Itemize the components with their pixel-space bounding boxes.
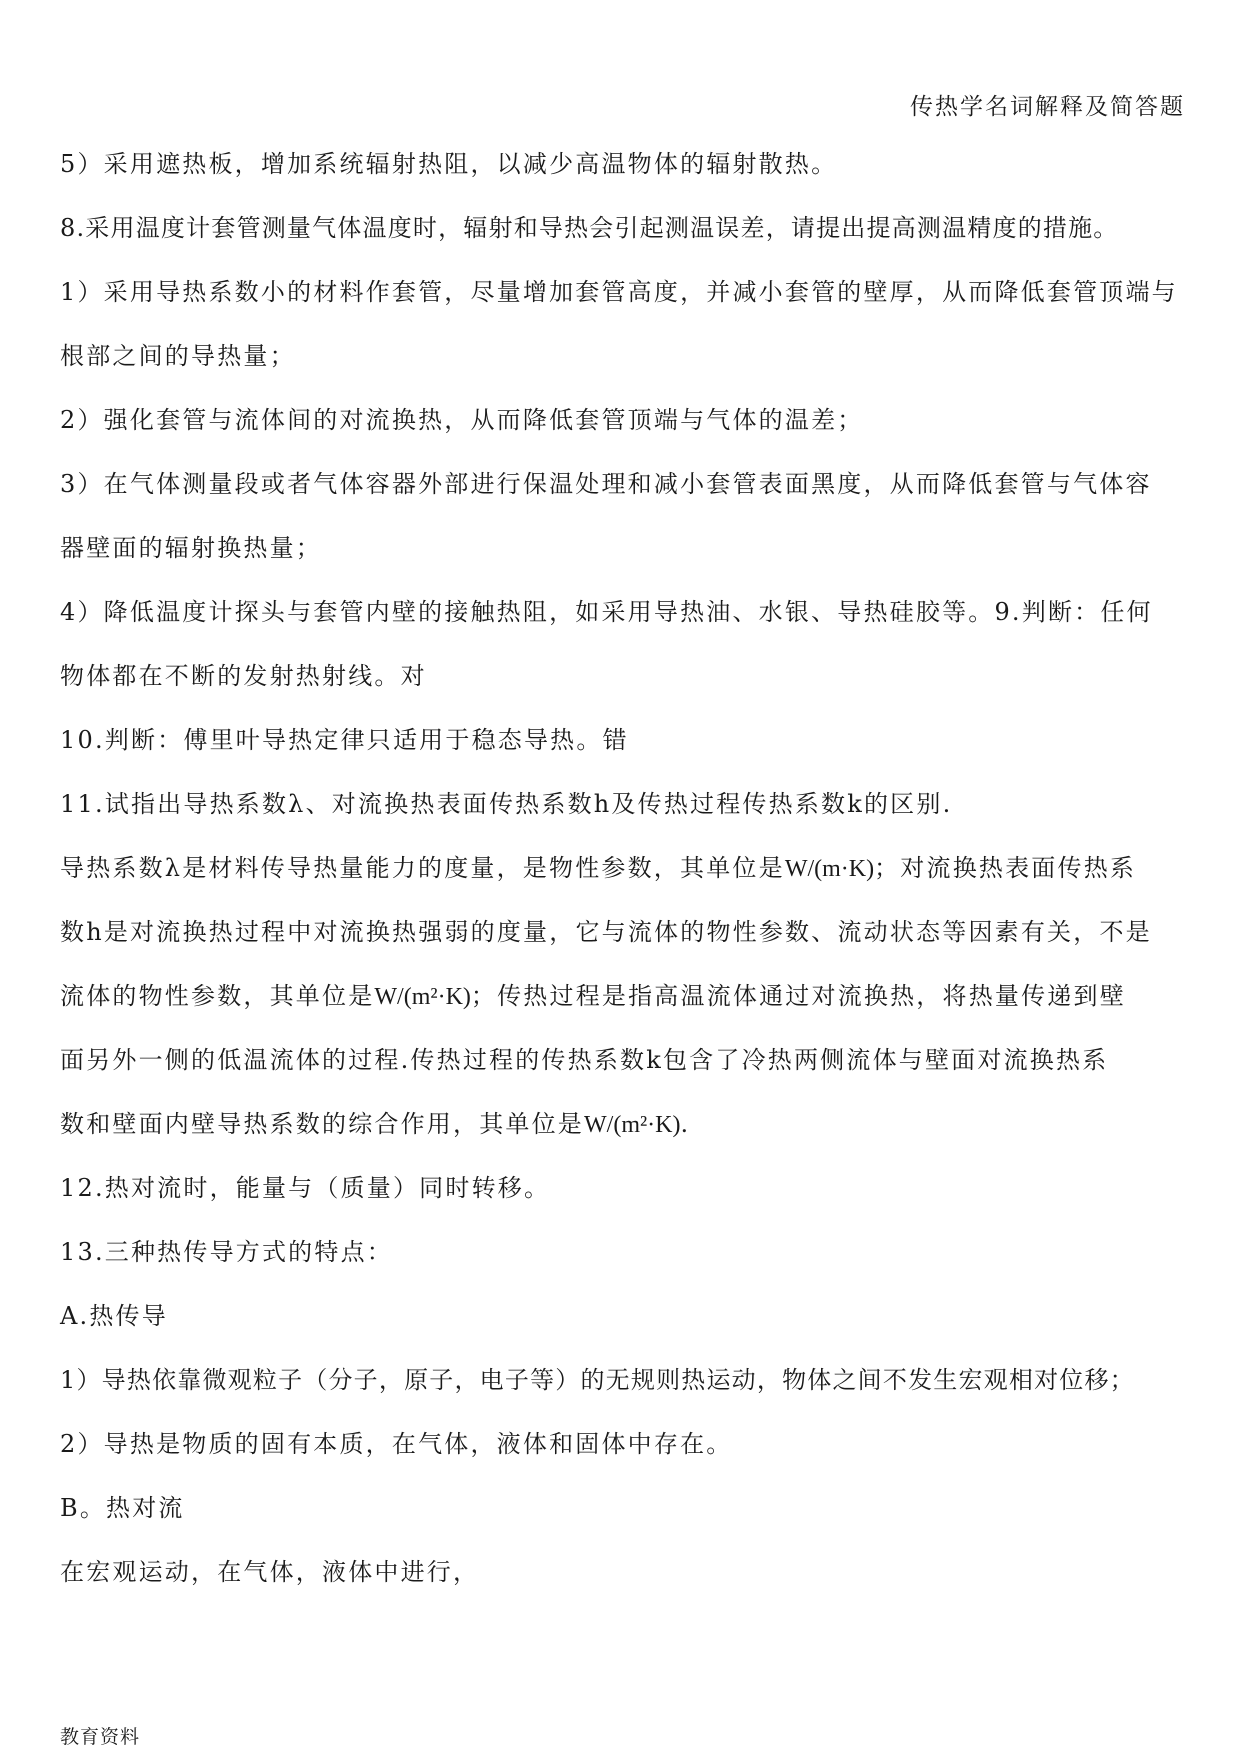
unit-formula: W/(m²·K) — [374, 984, 471, 1010]
text-line: 根部之间的导热量； — [60, 342, 296, 370]
answer-8-item-2: 2）强化套管与流体间的对流换热，从而降低套管顶端与气体的温差； — [60, 406, 864, 434]
page-footer: 教育资料 — [60, 1726, 141, 1748]
unit-formula: W/(m·K) — [784, 856, 875, 882]
answer-8-item-3: 3）在气体测量段或者气体容器外部进行保温处理和减小套管表面黑度，从而降低套管与气体容 — [60, 470, 1152, 498]
document-body — [60, 132, 1190, 1604]
text-line: 2）导热是物质的固有本质，在气体，液体和固体中存在。 — [60, 1430, 733, 1458]
unit-formula: W/(m²·K) — [584, 1112, 681, 1138]
answer-11-line-3 — [60, 964, 1190, 1028]
page-header-title: 传热学名词解释及简答题 — [910, 94, 1185, 120]
text-span: ；传热过程是指高温流体通过对流换热，将热量传递到壁 — [470, 982, 1126, 1010]
text-line: 在宏观运动，在气体，液体中进行， — [60, 1558, 480, 1586]
question-12: 12.热对流时，能量与（质量）同时转移。 — [60, 1174, 551, 1202]
question-8: 8.采用温度计套管测量气体温度时，辐射和导热会引起测温误差，请提出提高测温精度的措施。 — [60, 214, 1119, 242]
answer-8-item-4: 4）降低温度计探头与套管内壁的接触热阻，如采用导热油、水银、导热硅胶等。9.判断：任何 — [60, 598, 1153, 626]
question-11: 11.试指出导热系数λ、对流换热表面传热系数h及传热过程传热系数k的区别. — [60, 790, 953, 818]
text-span: 流体的物性参数，其单位是 — [60, 982, 375, 1010]
section-heading: B。热对流 — [60, 1494, 185, 1522]
question-10: 10.判断：傅里叶导热定律只适用于稳态导热。错 — [60, 726, 629, 754]
text-span: 数和壁面内壁导热系数的综合作用，其单位是 — [60, 1110, 584, 1138]
text-line: 物体都在不断的发射热射线。对 — [60, 662, 427, 690]
answer-11-line-2: 数h是对流换热过程中对流换热强弱的度量，它与流体的物性参数、流动状态等因素有关，不是 — [60, 918, 1152, 946]
answer-11-line-4: 面另外一侧的低温流体的过程.传热过程的传热系数k包含了冷热两侧流体与壁面对流换热系 — [60, 1046, 1109, 1074]
text-line: 1）导热依靠微观粒子（分子，原子，电子等）的无规则热运动，物体之间不发生宏观相对位移； — [60, 1366, 1135, 1394]
text-span: 导热系数λ是材料传导热量能力的度量，是物性参数，其单位是 — [60, 854, 785, 882]
section-heading: A.热传导 — [60, 1302, 168, 1330]
text-span: . — [680, 1110, 691, 1138]
answer-11-line-5 — [60, 1092, 1190, 1156]
text-span: ；对流换热表面传热系 — [874, 854, 1137, 882]
answer-8-item-1: 1）采用导热系数小的材料作套管，尽量增加套管高度，并减小套管的壁厚，从而降低套管顶端与 — [60, 278, 1178, 306]
text-line: 器壁面的辐射换热量； — [60, 534, 322, 562]
question-13: 13.三种热传导方式的特点： — [60, 1238, 393, 1266]
answer-11-line-1 — [60, 836, 1190, 900]
text-line: 5）采用遮热板，增加系统辐射热阻，以减少高温物体的辐射散热。 — [60, 150, 838, 178]
